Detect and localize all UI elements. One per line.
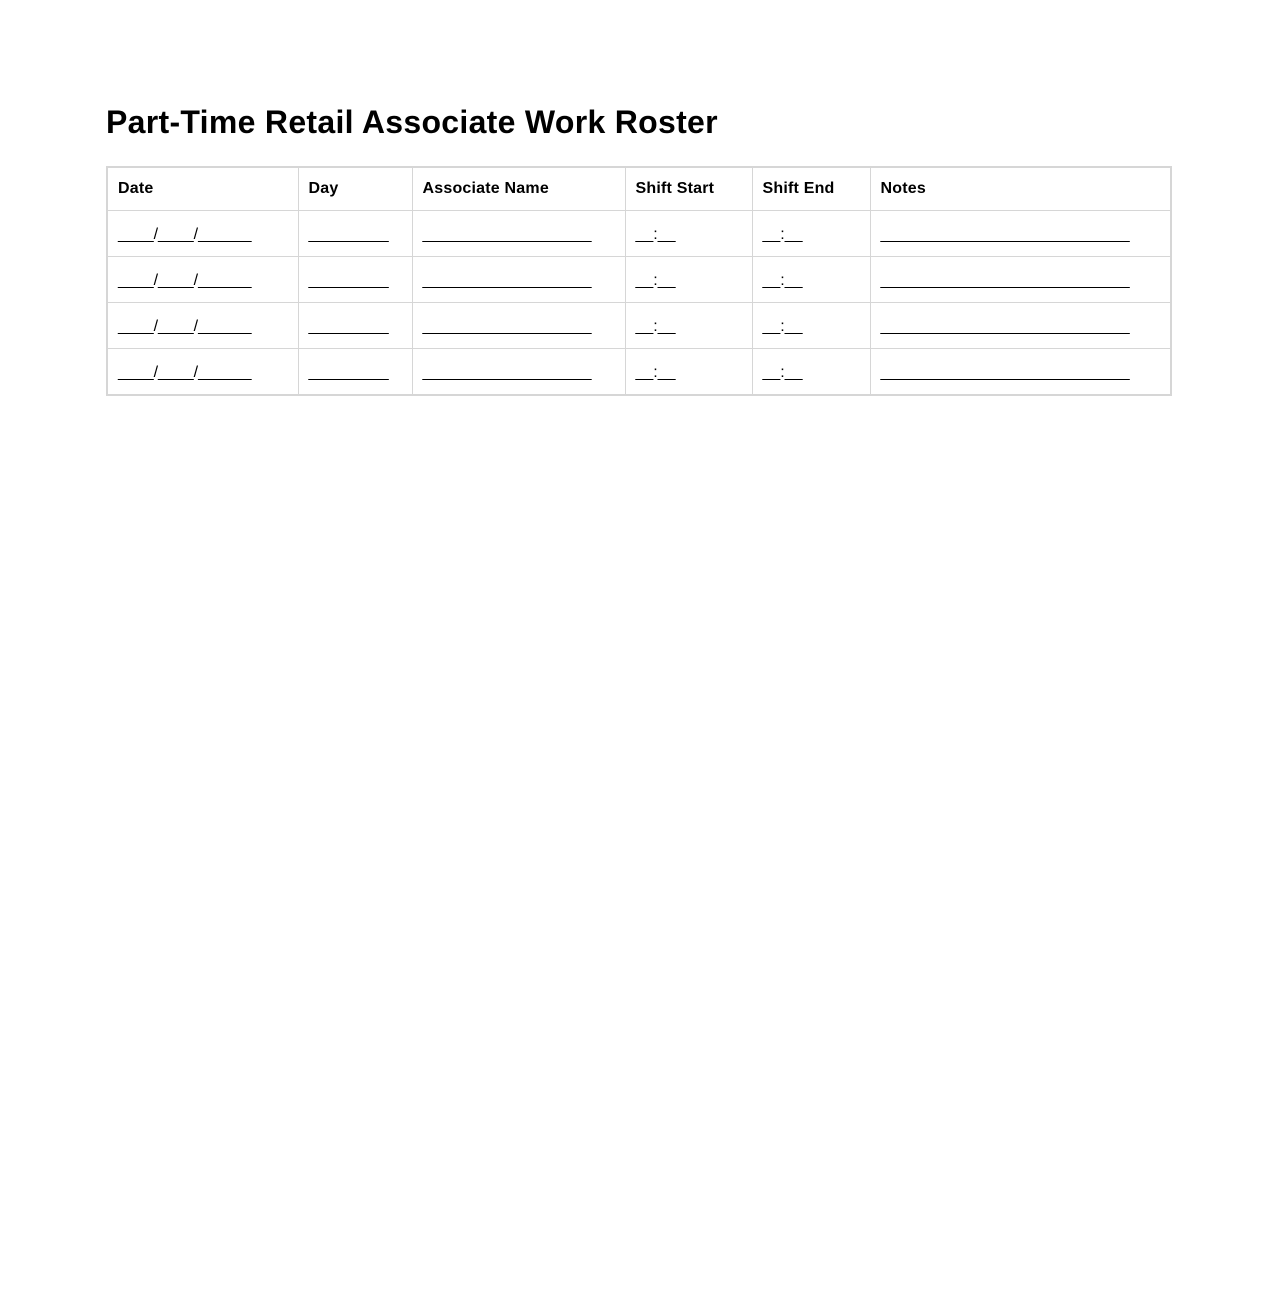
- notes-cell[interactable]: [870, 211, 1171, 257]
- day-blank: _________: [308, 364, 389, 381]
- shift-start-blank: __:__: [635, 364, 676, 381]
- associate-name-cell[interactable]: [412, 211, 625, 257]
- shift-end-cell[interactable]: [752, 257, 870, 303]
- shift-end-cell[interactable]: [752, 349, 870, 396]
- associate-name-blank: ___________________: [422, 364, 592, 381]
- associate-name-blank: ___________________: [422, 272, 592, 289]
- shift-end-blank: __:__: [762, 272, 803, 289]
- date-cell[interactable]: [107, 257, 298, 303]
- date-blank: ____/____/______: [118, 272, 252, 289]
- notes-blank: ____________________________: [880, 318, 1130, 335]
- shift-end-cell[interactable]: [752, 211, 870, 257]
- shift-end-cell[interactable]: [752, 303, 870, 349]
- associate-name-cell[interactable]: [412, 257, 625, 303]
- day-cell[interactable]: [298, 257, 412, 303]
- date-blank: ____/____/______: [118, 318, 252, 335]
- notes-blank: ____________________________: [880, 226, 1130, 243]
- day-cell[interactable]: [298, 349, 412, 396]
- notes-cell[interactable]: [870, 303, 1171, 349]
- notes-blank: ____________________________: [880, 364, 1130, 381]
- shift-start-blank: __:__: [635, 226, 676, 243]
- shift-end-blank: __:__: [762, 364, 803, 381]
- column-header-shift-end: Shift End: [752, 167, 870, 211]
- notes-cell[interactable]: [870, 349, 1171, 396]
- column-header-associate-name: Associate Name: [412, 167, 625, 211]
- associate-name-blank: ___________________: [422, 318, 592, 335]
- header-row: [107, 167, 1171, 211]
- column-header-date: Date: [107, 167, 298, 211]
- shift-end-blank: __:__: [762, 318, 803, 335]
- notes-blank: ____________________________: [880, 272, 1130, 289]
- day-blank: _________: [308, 272, 389, 289]
- shift-start-blank: __:__: [635, 318, 676, 335]
- associate-name-blank: ___________________: [422, 226, 592, 243]
- shift-start-blank: __:__: [635, 272, 676, 289]
- shift-start-cell[interactable]: [625, 257, 752, 303]
- roster-table: [106, 166, 1172, 396]
- day-blank: _________: [308, 226, 389, 243]
- associate-name-cell[interactable]: [412, 349, 625, 396]
- date-cell[interactable]: [107, 303, 298, 349]
- date-blank: ____/____/______: [118, 364, 252, 381]
- column-header-day: Day: [298, 167, 412, 211]
- table-row: [107, 257, 1171, 303]
- shift-start-cell[interactable]: [625, 349, 752, 396]
- day-cell[interactable]: [298, 303, 412, 349]
- shift-start-cell[interactable]: [625, 211, 752, 257]
- column-header-shift-start: Shift Start: [625, 167, 752, 211]
- shift-start-cell[interactable]: [625, 303, 752, 349]
- column-header-notes: Notes: [870, 167, 1171, 211]
- table-row: [107, 211, 1171, 257]
- day-cell[interactable]: [298, 211, 412, 257]
- shift-end-blank: __:__: [762, 226, 803, 243]
- associate-name-cell[interactable]: [412, 303, 625, 349]
- page-title: Part-Time Retail Associate Work Roster: [106, 104, 718, 140]
- date-cell[interactable]: [107, 349, 298, 396]
- notes-cell[interactable]: [870, 257, 1171, 303]
- table-row: [107, 349, 1171, 396]
- day-blank: _________: [308, 318, 389, 335]
- date-blank: ____/____/______: [118, 226, 252, 243]
- table-row: [107, 303, 1171, 349]
- date-cell[interactable]: [107, 211, 298, 257]
